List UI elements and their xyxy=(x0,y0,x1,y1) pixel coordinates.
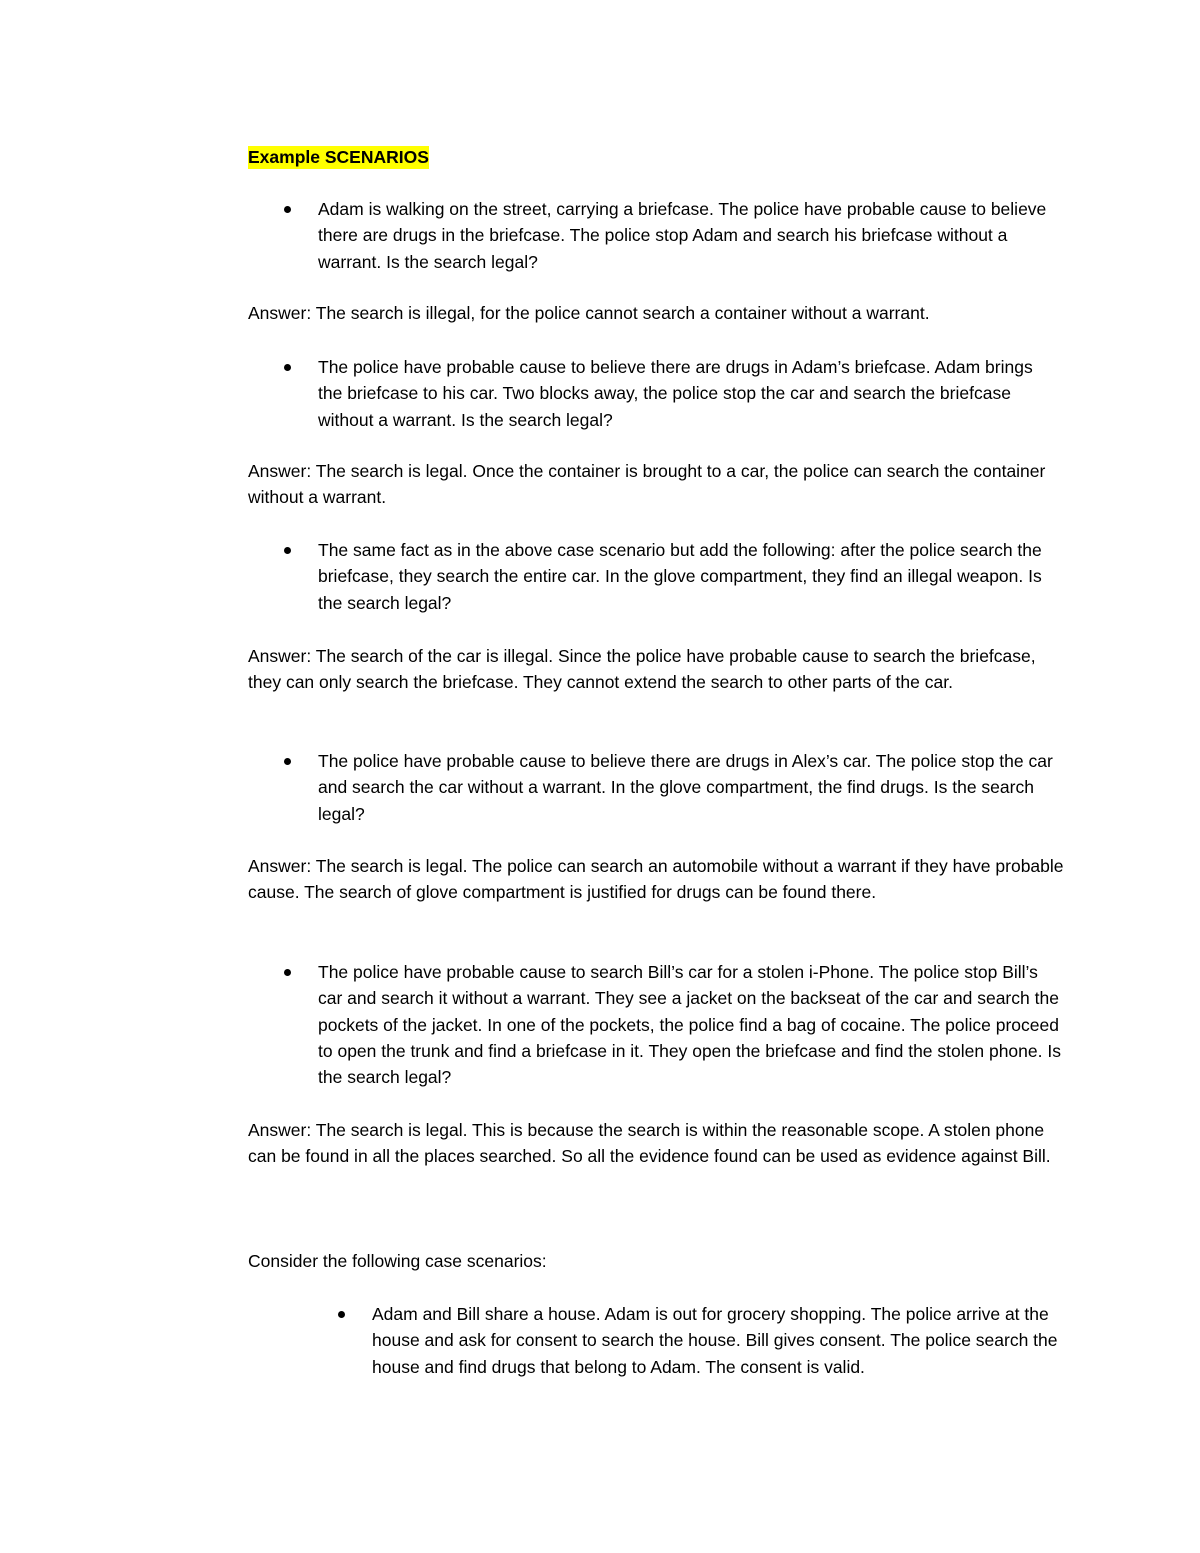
bullet-icon xyxy=(338,1311,345,1318)
bullet-icon xyxy=(284,206,291,213)
bullet-icon xyxy=(284,364,291,371)
scenario-text: Adam is walking on the street, carrying a briefcase. The police have probable cause to believe there are drugs in the briefcase. The police stop Adam and search his briefcase without a warrant. Is the search legal? xyxy=(318,199,1047,272)
scenario-item xyxy=(284,748,1084,828)
heading-highlight: Example SCENARIOS xyxy=(248,147,429,167)
scenario-text: The police have probable cause to believe there are drugs in Alex’s car. The police stop the car and search the car without a warrant. In the glove compartment, the find drugs. Is the search legal? xyxy=(318,751,1053,824)
scenario-item xyxy=(284,537,1084,617)
answer-text: Answer: The search is legal. The police can search an automobile without a warrant if they have probable cause. The search of glove compartment is justified for drugs can be found there. xyxy=(248,856,1064,903)
bullet-icon xyxy=(284,547,291,554)
answer-text: Answer: The search of the car is illegal. Since the police have probable cause to search the briefcase, they can only search the briefcase. They cannot extend the search to other parts of the car. xyxy=(248,646,1036,693)
bullet-icon xyxy=(284,758,291,765)
page-heading xyxy=(248,144,429,170)
answer-text: Answer: The search is legal. Once the container is brought to a car, the police can search the container without a warrant. xyxy=(248,461,1046,508)
consider-text: Adam and Bill share a house. Adam is out for grocery shopping. The police arrive at the house and ask for consent to search the house. Bill gives consent. The police search the house and find drugs that belong to Adam. The consent is valid. xyxy=(372,1304,1058,1377)
answer-text: Answer: The search is legal. This is because the search is within the reasonable scope. A stolen phone can be found in all the places searched. So all the evidence found can be used as evidence against Bill. xyxy=(248,1120,1051,1167)
bullet-icon xyxy=(284,969,291,976)
consider-item xyxy=(338,1301,1078,1411)
scenario-text: The same fact as in the above case scenario but add the following: after the police search the briefcase, they search the entire car. In the glove compartment, they find an illegal weapon. Is the search legal? xyxy=(318,540,1042,613)
scenario-item xyxy=(284,959,1084,1091)
section-heading: Consider the following case scenarios: xyxy=(248,1251,547,1271)
scenario-item xyxy=(284,196,1084,276)
scenario-text: The police have probable cause to believe there are drugs in Adam’s briefcase. Adam brings the briefcase to his car. Two blocks away, the police stop the car and search the briefcase without a warrant. Is the search legal? xyxy=(318,357,1033,430)
scenario-text: The police have probable cause to search Bill’s car for a stolen i-Phone. The police stop Bill’s car and search it without a warrant. They see a jacket on the backseat of the car and search the pockets of the jacket. In one of the pockets, the police find a bag of cocaine. The police proceed to open the trunk and find a briefcase in it. They open the briefcase and find the stolen phone. Is the search legal? xyxy=(318,962,1061,1088)
answer-text: Answer: The search is illegal, for the police cannot search a container without a warrant. xyxy=(248,303,930,323)
scenario-item xyxy=(284,354,1084,434)
